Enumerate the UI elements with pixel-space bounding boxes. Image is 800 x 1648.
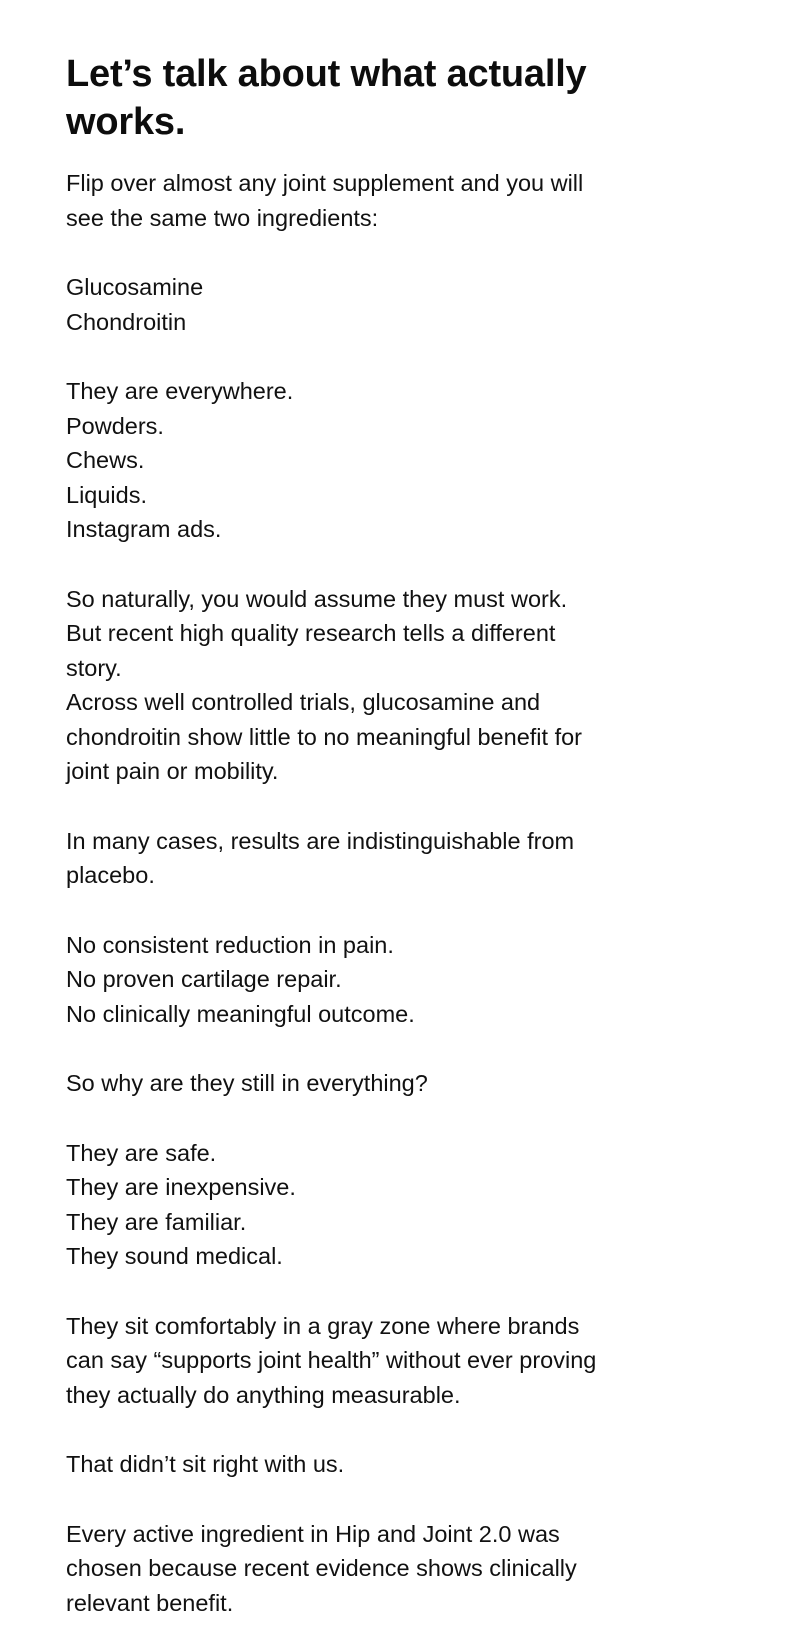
text-line: can say “supports joint health” without ever proving [66, 1347, 597, 1373]
paragraph-reasons [66, 1136, 740, 1274]
title-line: works. [66, 101, 186, 143]
text-line: No consistent reduction in pain. [66, 931, 394, 958]
text-line: They sound medical. [66, 1243, 283, 1269]
text-line: Flip over almost any joint supplement and you will [66, 170, 584, 196]
text-line: placebo. [66, 862, 155, 888]
text-line: see the same two ingredients: [66, 204, 379, 231]
text-line: But recent high quality research tells a different [66, 620, 556, 646]
text-line: They are familiar. [66, 1208, 247, 1235]
text-line: story. [66, 654, 122, 681]
paragraph-ingredients [66, 270, 740, 339]
paragraph-evidence [66, 1517, 740, 1621]
text-line: relevant benefit. [66, 1589, 234, 1616]
text-line: So why are they still in everything? [66, 1070, 428, 1096]
text-line: They sit comfortably in a gray zone where brands [66, 1312, 580, 1339]
text-line: Across well controlled trials, glucosamine and [66, 689, 541, 715]
paragraph-placebo [66, 824, 740, 893]
text-line: Instagram ads. [66, 516, 222, 542]
paragraph-research [66, 582, 740, 789]
text-line: They are safe. [66, 1139, 217, 1166]
text-line: chosen because recent evidence shows clinically [66, 1555, 577, 1581]
article-title [66, 50, 740, 146]
text-line: chondroitin show little to no meaningful benefit for [66, 723, 583, 750]
paragraph-everywhere [66, 374, 740, 547]
paragraph-question [66, 1066, 740, 1101]
paragraph-intro [66, 166, 740, 235]
text-line: Chews. [66, 447, 145, 473]
text-line: So naturally, you would assume they must work. [66, 585, 568, 612]
text-line: joint pain or mobility. [66, 758, 279, 784]
text-line: No clinically meaningful outcome. [66, 1000, 415, 1027]
text-line: Glucosamine [66, 274, 204, 300]
text-line: That didn’t sit right with us. [66, 1451, 345, 1477]
article-body [66, 166, 740, 1620]
text-line: Every active ingredient in Hip and Joint 2.0 was [66, 1520, 560, 1547]
text-line: In many cases, results are indistinguishable from [66, 827, 575, 854]
text-line: they actually do anything measurable. [66, 1381, 461, 1408]
paragraph-no-benefit [66, 928, 740, 1032]
text-line: Liquids. [66, 481, 147, 508]
text-line: They are everywhere. [66, 378, 294, 404]
text-line: Chondroitin [66, 308, 187, 335]
paragraph-didnt-sit-right [66, 1447, 740, 1482]
title-line: Let’s talk about what actually [66, 53, 587, 95]
text-line: No proven cartilage repair. [66, 966, 342, 992]
text-line: Powders. [66, 412, 164, 439]
text-line: They are inexpensive. [66, 1174, 296, 1200]
paragraph-gray-zone [66, 1309, 740, 1413]
